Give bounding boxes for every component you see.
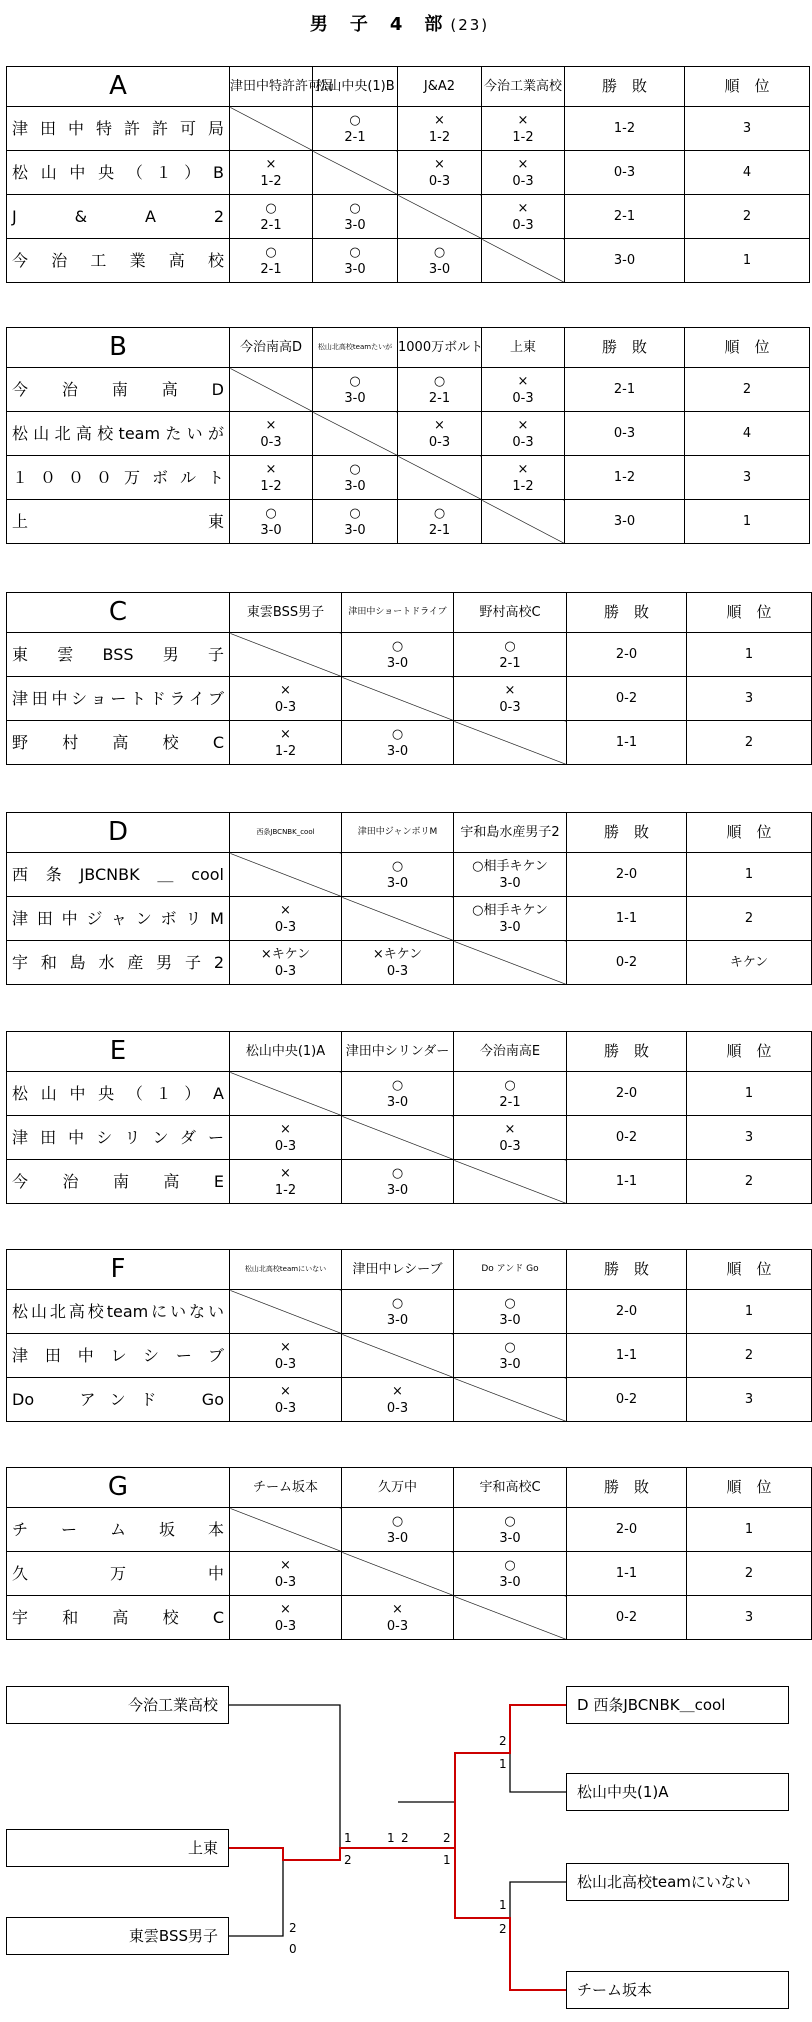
bracket-line [510,1882,566,1918]
team-name: 津田中シリンダー [7,1116,230,1160]
win-loss: 3-0 [565,239,685,283]
result-score: 3-0 [499,1574,521,1590]
result-mark: × [265,417,277,433]
rank: 3 [687,1378,812,1422]
opponent-header: 松山中央(1)B [313,67,398,107]
result-score: 3-0 [386,655,409,671]
result-mark: ○ [433,373,446,389]
result-mark: × [517,112,529,128]
bracket-score: 2 [499,1734,507,1748]
win-loss: 0-3 [565,412,685,456]
result-score: 2-1 [428,390,451,406]
result-score: 0-3 [274,1138,297,1154]
result-score: 2-1 [499,655,521,671]
bracket-line [510,1753,566,1792]
team-name: 今治工業高校 [7,239,230,283]
result-score: 3-0 [386,875,409,891]
team-name: 松山北高校teamたいが [7,412,230,456]
team-name: 東雲BSS男子 [7,633,230,677]
result-mark: ○ [504,1557,516,1573]
group-letter: C [7,593,230,633]
bracket-score: 1 [443,1853,451,1867]
bracket-score: 2 [289,1921,297,1935]
win-loss: 1-1 [567,1334,687,1378]
result-score: 3-0 [499,919,521,935]
result-mark: ○ [349,505,361,521]
group-letter: G [7,1468,230,1508]
result-mark: × [392,1383,403,1399]
result-mark: ○ [504,638,516,654]
result-mark: ○ [265,200,277,216]
opponent-header: 1000万ボルト [398,328,482,368]
opponent-header: 西条JBCNBK_cool [230,813,342,853]
result-mark: ×キケン [260,946,311,962]
result-score: 2-1 [428,522,451,538]
result-mark: ○ [391,726,404,742]
result-mark: × [517,156,529,172]
result-score: 2-1 [260,217,282,233]
result-mark: ○ [391,858,404,874]
team-name: 津田中ショートドライブ [7,677,230,721]
opponent-header: 今治南高E [454,1032,567,1072]
bracket-score: 2 [401,1831,409,1845]
bracket-score: 2 [499,1922,507,1936]
win-loss: 1-2 [565,107,685,151]
result-mark: ○ [265,244,277,260]
opponent-header: 津田中レシーブ [342,1250,454,1290]
group-letter: F [7,1250,230,1290]
result-mark: ○ [391,1077,404,1093]
group-letter: A [7,67,230,107]
opponent-header: 津田中特許許可局 [230,67,313,107]
opponent-header: 野村高校C [454,593,567,633]
bracket-line [229,1860,283,1936]
team-name: 久万中 [7,1552,230,1596]
win-loss: 0-3 [565,151,685,195]
result-mark: × [280,1557,291,1573]
result-score: 1-2 [274,1182,297,1198]
result-score: 3-0 [499,875,521,891]
winloss-header: 勝 敗 [567,1468,687,1508]
rank-header: 順 位 [687,813,812,853]
win-loss: 2-0 [567,1508,687,1552]
team-name: 津田中レシーブ [7,1334,230,1378]
winloss-header: 勝 敗 [565,67,685,107]
result-mark: × [504,682,516,698]
opponent-header: 松山北高校teamたいが [313,328,398,368]
rank: 2 [687,897,812,941]
win-loss: 1-1 [567,1552,687,1596]
result-score: 0-3 [260,434,282,450]
group-letter: E [7,1032,230,1072]
winloss-header: 勝 敗 [567,1250,687,1290]
rank: 2 [687,721,812,765]
team-name: 津田中特許許可局 [7,107,230,151]
result-mark: × [280,1165,291,1181]
result-mark: × [280,902,291,918]
result-score: 3-0 [344,478,366,494]
winloss-header: 勝 敗 [567,1032,687,1072]
bracket-score: 1 [499,1898,507,1912]
opponent-header: 東雲BSS男子 [230,593,342,633]
rank: 3 [687,1116,812,1160]
bracket-team-left-1: 今治工業高校 [6,1686,229,1724]
bracket-line [229,1705,340,1848]
result-score: 3-0 [386,1182,409,1198]
result-mark: ○ [349,244,361,260]
rank: 3 [685,107,810,151]
win-loss: 0-2 [567,677,687,721]
team-name: １０００万ボルト [7,456,230,500]
result-mark: ○相手キケン [472,858,548,874]
result-mark: ○ [349,373,361,389]
team-name: 上東 [7,500,230,544]
result-score: 0-3 [499,699,521,715]
bracket-team-right-2: 松山中央(1)A [566,1773,789,1811]
result-score: 0-3 [428,173,451,189]
result-mark: ○ [433,244,446,260]
result-score: 1-2 [260,478,282,494]
opponent-header: 今治南高D [230,328,313,368]
result-score: 0-3 [386,1400,409,1416]
team-name: チーム坂本 [7,1508,230,1552]
rank: 2 [685,195,810,239]
result-score: 2-1 [344,129,366,145]
result-mark: ○ [504,1513,516,1529]
win-loss: 1-2 [565,456,685,500]
win-loss: 0-2 [567,941,687,985]
result-score: 3-0 [386,743,409,759]
team-name: 西条JBCNBK＿cool [7,853,230,897]
rank: 3 [687,677,812,721]
team-name: 松山中央（１）B [7,151,230,195]
rank: 1 [685,239,810,283]
result-mark: ○ [391,1295,404,1311]
team-name: 野村高校C [7,721,230,765]
rank-header: 順 位 [687,1032,812,1072]
result-score: 0-3 [428,434,451,450]
result-mark: × [265,156,277,172]
rank: キケン [687,941,812,985]
bracket-score: 2 [443,1831,451,1845]
result-mark: × [280,1383,291,1399]
rank: 2 [687,1334,812,1378]
result-mark: × [434,417,445,433]
result-score: 0-3 [274,919,297,935]
result-score: 3-0 [386,1530,409,1546]
title-number: (23) [450,16,490,34]
result-score: 0-3 [512,390,534,406]
result-score: 3-0 [344,390,366,406]
rank: 2 [687,1552,812,1596]
result-score: 3-0 [344,522,366,538]
win-loss: 2-1 [565,195,685,239]
win-loss: 2-1 [565,368,685,412]
opponent-header: 宇和高校C [454,1468,567,1508]
opponent-header: Do アンド Go [454,1250,567,1290]
result-mark: × [280,1121,291,1137]
rank: 1 [687,1508,812,1552]
result-mark: × [280,682,291,698]
opponent-header: J&A2 [398,67,482,107]
rank: 1 [685,500,810,544]
result-mark: × [280,1601,291,1617]
result-mark: × [517,373,529,389]
group-letter: D [7,813,230,853]
result-score: 3-0 [499,1312,521,1328]
result-mark: ○ [349,200,361,216]
result-mark: × [280,1339,291,1355]
bracket-team-right-4: チーム坂本 [566,1971,789,2009]
title-text: 男 子 4 部 [309,14,445,35]
result-score: 0-3 [274,1574,297,1590]
win-loss: 2-0 [567,1290,687,1334]
team-name: 松山北高校teamにいない [7,1290,230,1334]
rank: 1 [687,1072,812,1116]
winloss-header: 勝 敗 [567,593,687,633]
rank: 1 [687,1290,812,1334]
win-loss: 1-1 [567,897,687,941]
result-score: 2-1 [499,1094,521,1110]
result-score: 0-3 [274,1356,297,1372]
group-letter: B [7,328,230,368]
result-score: 0-3 [386,963,409,979]
result-score: 3-0 [386,1312,409,1328]
win-loss: 1-1 [567,721,687,765]
team-name: 今治南高E [7,1160,230,1204]
result-score: 0-3 [274,699,297,715]
result-score: 3-0 [386,1094,409,1110]
rank-header: 順 位 [687,593,812,633]
result-mark: ○ [391,638,404,654]
result-mark: × [517,417,529,433]
opponent-header: 宇和島水産男子2 [454,813,567,853]
result-mark: × [504,1121,516,1137]
team-name: 宇和島水産男子2 [7,941,230,985]
opponent-header: 津田中ジャンボリM [342,813,454,853]
team-name: 津田中ジャンボリM [7,897,230,941]
bracket-score: 2 [344,1853,352,1867]
opponent-header: 松山北高校teamにいない [230,1250,342,1290]
result-mark: ○ [349,112,361,128]
bracket-team-left-3: 東雲BSS男子 [6,1917,229,1955]
rank: 2 [685,368,810,412]
team-name: 今治南高D [7,368,230,412]
result-score: 1-2 [512,129,534,145]
team-name: 宇和高校C [7,1596,230,1640]
opponent-header: 今治工業高校 [482,67,565,107]
result-mark: ○ [391,1165,404,1181]
rank-header: 順 位 [687,1468,812,1508]
opponent-header: 久万中 [342,1468,454,1508]
result-mark: × [265,461,277,477]
rank: 1 [687,853,812,897]
result-mark: ○ [504,1339,516,1355]
result-score: 0-3 [512,173,534,189]
bracket-team-right-1: D 西条JBCNBK＿cool [566,1686,789,1724]
result-score: 0-3 [274,963,297,979]
bracket-team-left-2: 上東 [6,1829,229,1867]
result-mark: ○ [349,461,361,477]
opponent-header: 松山中央(1)A [230,1032,342,1072]
win-loss: 1-1 [567,1160,687,1204]
result-score: 0-3 [512,434,534,450]
result-mark: ○ [391,1513,404,1529]
team-name: 松山中央（１）A [7,1072,230,1116]
opponent-header: チーム坂本 [230,1468,342,1508]
win-loss: 3-0 [565,500,685,544]
result-score: 0-3 [274,1400,297,1416]
result-score: 3-0 [344,261,366,277]
bracket-score: 1 [499,1757,507,1771]
result-mark: ○相手キケン [472,902,548,918]
opponent-header: 上東 [482,328,565,368]
result-mark: ○ [433,505,446,521]
result-score: 3-0 [344,217,366,233]
win-loss: 2-0 [567,1072,687,1116]
rank-header: 順 位 [685,328,810,368]
result-mark: × [517,461,529,477]
team-name: Do アンド Go [7,1378,230,1422]
result-mark: × [392,1601,403,1617]
rank: 2 [687,1160,812,1204]
win-loss: 2-0 [567,853,687,897]
win-loss: 0-2 [567,1378,687,1422]
result-mark: ○ [504,1295,516,1311]
rank: 4 [685,412,810,456]
bracket-team-right-3: 松山北高校teamにいない [566,1863,789,1901]
result-score: 2-1 [260,261,282,277]
winloss-header: 勝 敗 [565,328,685,368]
opponent-header: 津田中ショートドライブ [342,593,454,633]
bracket-score: 1 [387,1831,395,1845]
bracket-score: 1 [344,1831,352,1845]
result-mark: × [280,726,291,742]
rank: 3 [687,1596,812,1640]
result-score: 0-3 [512,217,534,233]
result-score: 0-3 [274,1618,297,1634]
win-loss: 0-2 [567,1116,687,1160]
team-name: J & A 2 [7,195,230,239]
rank: 3 [685,456,810,500]
result-score: 1-2 [512,478,534,494]
result-mark: × [434,112,445,128]
result-score: 1-2 [274,743,297,759]
result-score: 3-0 [428,261,451,277]
result-mark: ○ [265,505,277,521]
rank-header: 順 位 [685,67,810,107]
result-score: 3-0 [499,1530,521,1546]
result-mark: × [517,200,529,216]
result-score: 3-0 [499,1356,521,1372]
result-score: 3-0 [260,522,282,538]
opponent-header: 津田中シリンダー [342,1032,454,1072]
bracket-win-line [455,1848,566,1990]
result-score: 0-3 [499,1138,521,1154]
bracket-win-line [229,1848,455,1860]
rank: 4 [685,151,810,195]
win-loss: 2-0 [567,633,687,677]
result-mark: ×キケン [372,946,423,962]
rank: 1 [687,633,812,677]
result-mark: ○ [504,1077,516,1093]
rank-header: 順 位 [687,1250,812,1290]
result-score: 1-2 [428,129,451,145]
result-score: 0-3 [386,1618,409,1634]
bracket-score: 0 [289,1942,297,1956]
result-mark: × [434,156,445,172]
winloss-header: 勝 敗 [567,813,687,853]
result-score: 1-2 [260,173,282,189]
win-loss: 0-2 [567,1596,687,1640]
